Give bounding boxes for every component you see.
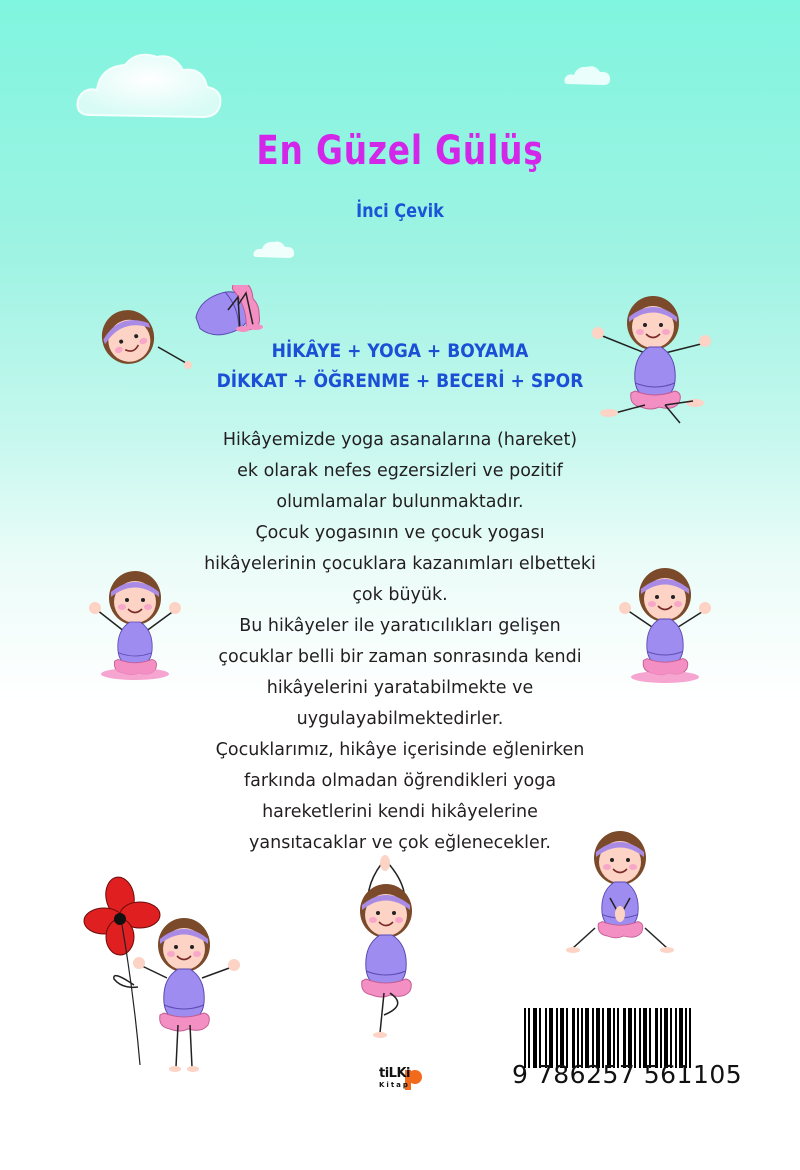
cloud-icon	[563, 62, 613, 88]
description-line: yansıtacaklar ve çok eğlenecekler.	[249, 833, 551, 853]
description-line: hikâyelerini yaratabilmekte ve	[266, 678, 534, 698]
yoga-girl-illustration	[565, 828, 675, 958]
description-line: hikâyelerinin çocuklara kazanımları elbetteki	[204, 554, 596, 574]
isbn-number: 9 786257 561105	[512, 1060, 743, 1089]
description-line: farkında olmadan öğrendikleri yoga	[243, 771, 557, 791]
description-line: uygulayabilmektedirler.	[296, 709, 504, 729]
description-line: çok büyük.	[352, 585, 448, 605]
yoga-girl-illustration	[88, 285, 268, 380]
description	[150, 425, 650, 859]
yoga-girl-illustration	[615, 565, 715, 690]
description-line: hareketlerini kendi hikâyelerine	[262, 802, 538, 822]
description-line: olumlamalar bulunmaktadır.	[276, 492, 524, 512]
yoga-girl-illustration	[85, 570, 185, 685]
description-line: Hikâyemizde yoga asanalarına (hareket)	[222, 430, 578, 450]
description-line: Çocuklarımız, hikâye içerisinde eğlenirken	[215, 740, 585, 760]
publisher-logo	[377, 1066, 427, 1094]
red-flower-icon	[84, 875, 160, 955]
barcode-icon	[524, 1008, 714, 1068]
description-line: Çocuk yogasının ve çocuk yogası	[255, 523, 545, 543]
description-line: ek olarak nefes egzersizleri ve pozitif	[237, 461, 563, 481]
publisher-subname: Kitap	[379, 1081, 410, 1089]
tagline-2: DİKKAT + ÖĞRENME + BECERİ + SPOR	[216, 370, 584, 392]
cloud-icon	[75, 45, 225, 125]
book-title: En Güzel Gülüş	[256, 128, 544, 174]
tagline-1: HİKÂYE + YOGA + BOYAMA	[271, 340, 529, 362]
cloud-icon	[252, 238, 296, 260]
author-name: İnci Çevik	[356, 200, 444, 222]
yoga-girl-illustration	[585, 285, 715, 425]
yoga-girl-illustration	[340, 855, 435, 1040]
description-line: çocuklar belli bir zaman sonrasında kendi	[218, 647, 582, 667]
yoga-girl-illustration	[82, 875, 247, 1075]
publisher-name: tiLKi	[379, 1066, 410, 1081]
description-line: Bu hikâyeler ile yaratıcılıkları gelişen	[239, 616, 561, 636]
